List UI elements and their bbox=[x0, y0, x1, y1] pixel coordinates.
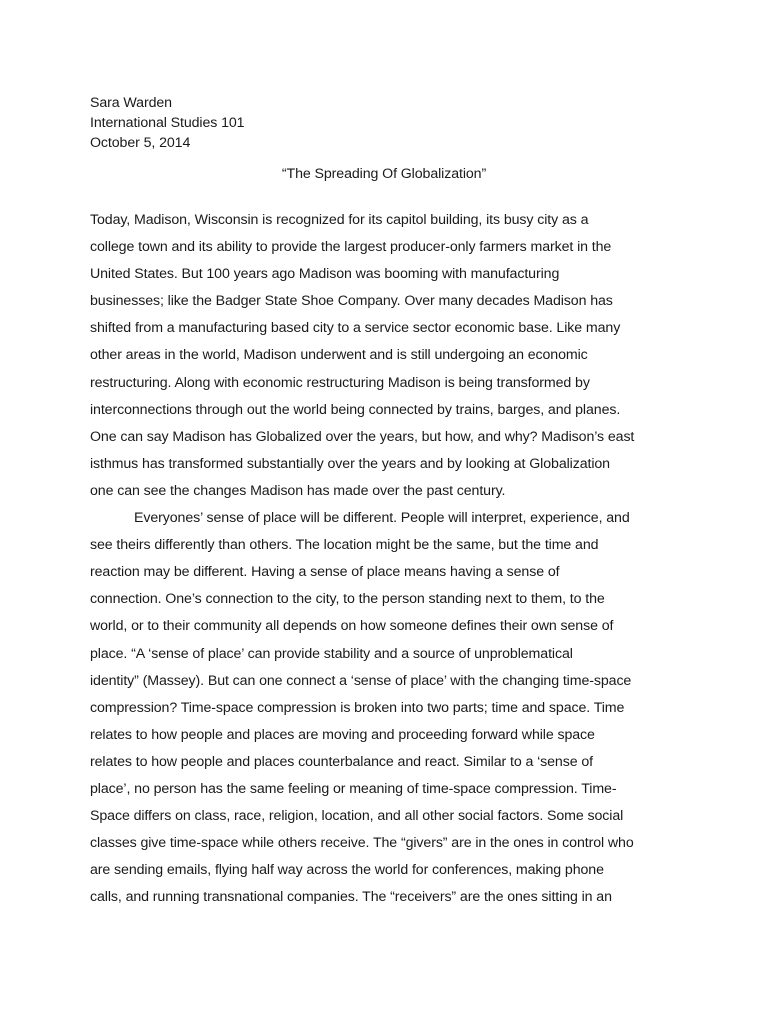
text-line: businesses; like the Badger State Shoe Company. Over many decades Madison has bbox=[90, 293, 613, 310]
text-line: see theirs differently than others. The location might be the same, but the time and bbox=[90, 537, 599, 554]
document-body bbox=[90, 207, 690, 911]
text-line: connection. One’s connection to the city, to the person standing next to them, to the bbox=[90, 591, 605, 608]
text-line: One can say Madison has Globalized over the years, but how, and why? Madison’s east bbox=[90, 428, 635, 445]
text-line: place. “A ‘sense of place’ can provide stability and a source of unproblematical bbox=[90, 645, 573, 662]
document-title: “The Spreading Of Globalization” bbox=[281, 166, 487, 182]
document-date: October 5, 2014 bbox=[90, 135, 191, 151]
course-name: International Studies 101 bbox=[90, 115, 245, 131]
text-line: calls, and running transnational companies. The “receivers” are the ones sitting in an bbox=[90, 889, 612, 906]
text-line: restructuring. Along with economic restructuring Madison is being transformed by bbox=[90, 374, 590, 391]
text-line: reaction may be different. Having a sense of place means having a sense of bbox=[90, 564, 560, 581]
text-line: are sending emails, flying half way across the world for conferences, making phone bbox=[90, 862, 604, 879]
text-line: Space differs on class, race, religion, location, and all other social factors. Some social bbox=[90, 808, 624, 825]
text-line: relates to how people and places are moving and proceeding forward while space bbox=[90, 726, 595, 743]
text-line: compression? Time-space compression is broken into two parts; time and space. Time bbox=[90, 699, 625, 716]
text-line: identity” (Massey). But can one connect a ‘sense of place’ with the changing time-space bbox=[90, 672, 632, 689]
text-line: isthmus has transformed substantially over the years and by looking at Globalization bbox=[90, 455, 610, 472]
text-line: Everyones’ sense of place will be different. People will interpret, experience, and bbox=[134, 510, 630, 527]
document-header bbox=[90, 93, 244, 153]
paragraph bbox=[90, 505, 690, 911]
text-line: relates to how people and places counterbalance and react. Similar to a ‘sense of bbox=[90, 753, 593, 770]
text-line: classes give time-space while others receive. The “givers” are in the ones in control who bbox=[90, 835, 634, 852]
text-line: other areas in the world, Madison underwent and is still undergoing an economic bbox=[90, 347, 588, 364]
text-line: Today, Madison, Wisconsin is recognized for its capitol building, its busy city as a bbox=[90, 212, 589, 228]
paragraph bbox=[90, 207, 690, 505]
text-line: place’, no person has the same feeling or meaning of time-space compression. Time- bbox=[90, 780, 617, 797]
text-line: shifted from a manufacturing based city to a service sector economic base. Like many bbox=[90, 320, 621, 337]
text-line: United States. But 100 years ago Madison was booming with manufacturing bbox=[90, 266, 560, 283]
text-line: interconnections through out the world being connected by trains, barges, and planes. bbox=[90, 401, 621, 418]
author-name: Sara Warden bbox=[90, 95, 172, 111]
text-line: world, or to their community all depends on how someone defines their own sense of bbox=[90, 618, 614, 635]
text-line: college town and its ability to provide the largest producer-only farmers market in the bbox=[90, 239, 612, 256]
text-line: one can see the changes Madison has made over the past century. bbox=[90, 482, 506, 499]
